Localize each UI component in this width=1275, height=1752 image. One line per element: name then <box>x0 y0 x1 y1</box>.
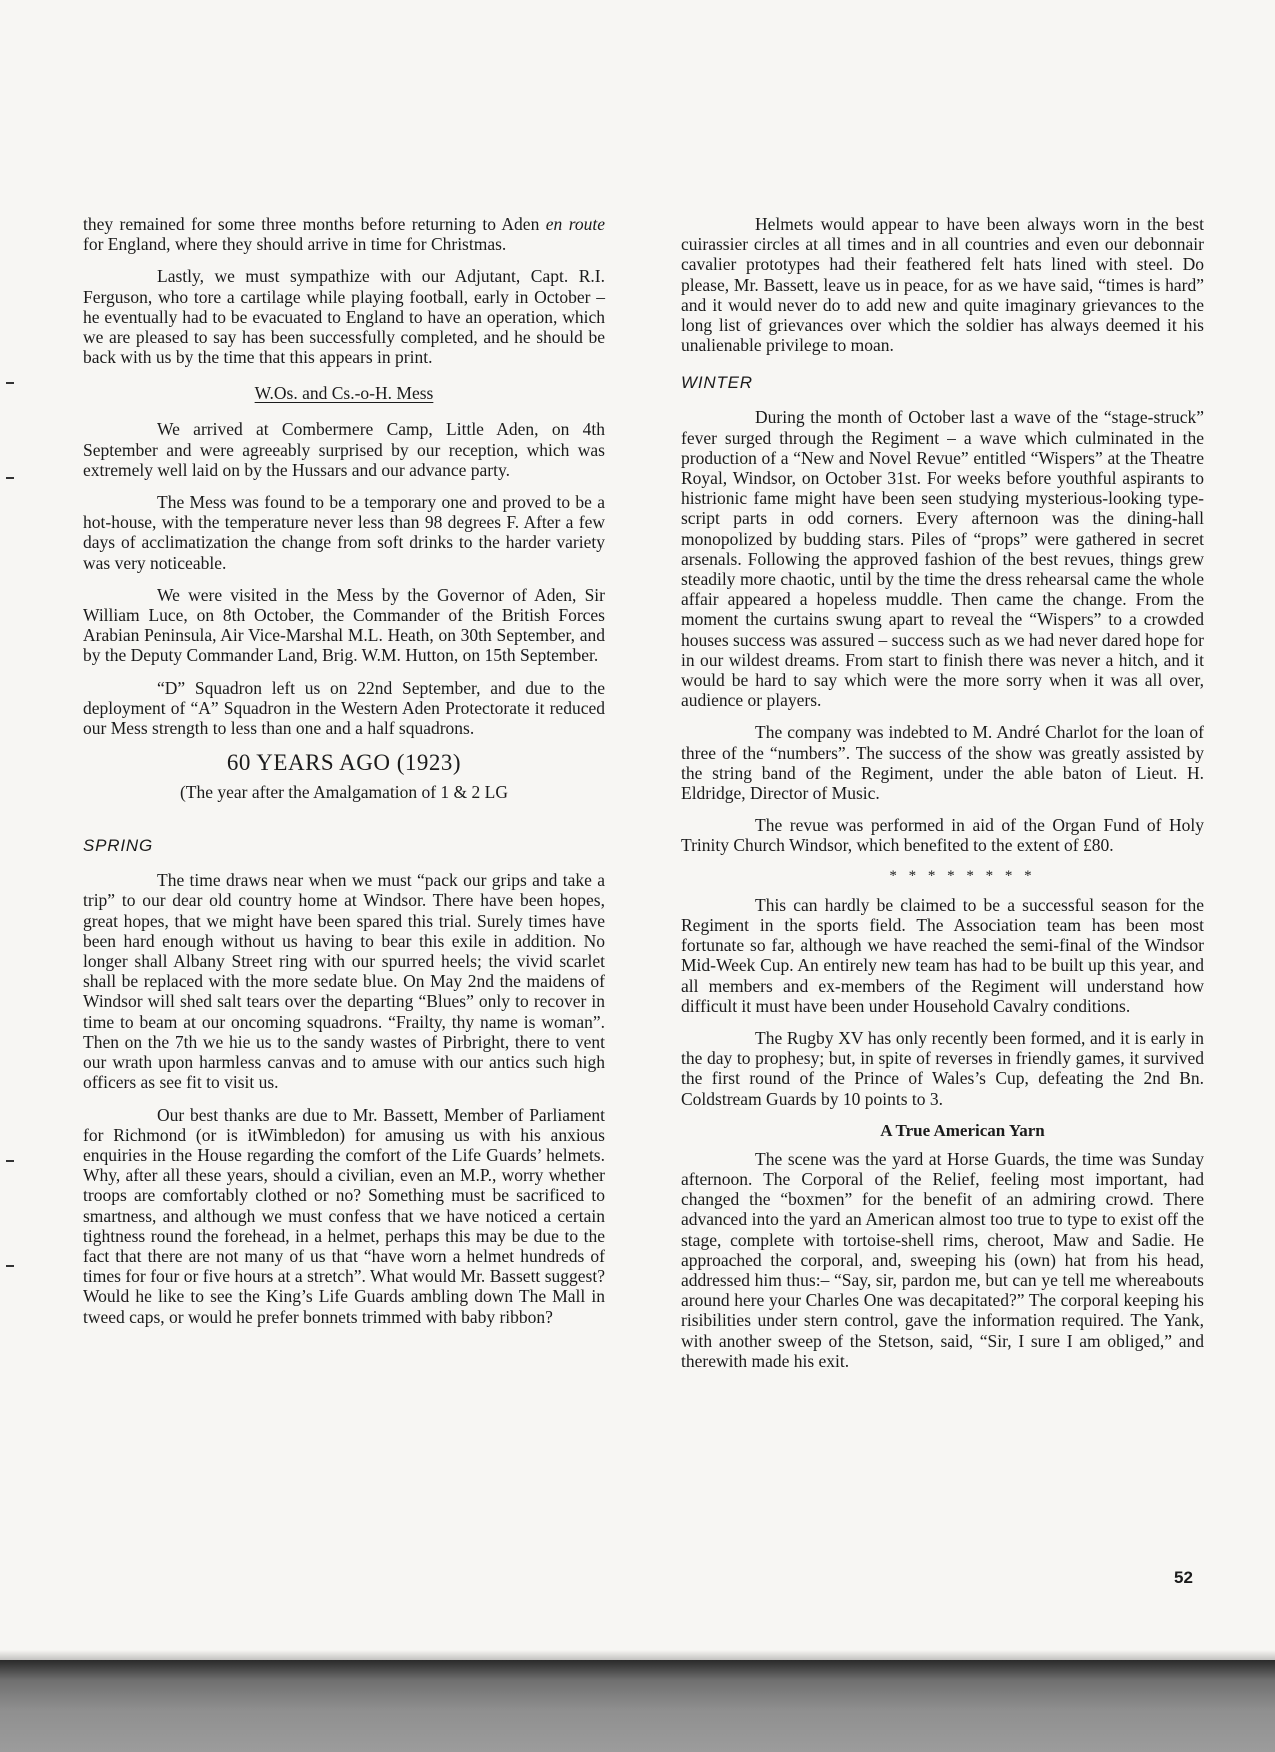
paragraph: they remained for some three months before returning to Aden en route for England, where they should arrive in time for Christmas. <box>83 214 606 255</box>
paragraph: The revue was performed in aid of the Organ Fund of Holy Trinity Church Windsor, which benefited to the extent of £80. <box>681 815 1204 856</box>
margin-mark <box>6 477 14 479</box>
scan-edge <box>0 1660 1275 1752</box>
section-heading: 60 YEARS AGO (1923) <box>226 750 462 776</box>
mess-heading: W.Os. and Cs.-o-H. Mess <box>254 383 434 404</box>
right-column <box>681 214 1204 1383</box>
paragraph: The scene was the yard at Horse Guards, the time was Sunday afternoon. The Corporal of the Relief, feeling most important, had changed the “boxmen” for the benefit of an admiring crowd. There advanced into the yard an American almost too true to type to exist off the stage, complete with tortoise-shell rims, cheroot, Maw and Sadie. He approached the corporal, and, sweeping his (own) hat from his head, addressed him thus:– “Say, sir, pardon me, but can ye tell me whereabouts around here your Charles One was decapitated?” The corporal keeping his risibilities under stern control, gave the information required. The Yank, with another sweep of the Stetson, said, “Sir, I sure I am obliged,” and therewith made his exit. <box>681 1148 1204 1371</box>
paragraph: The time draws near when we must “pack our grips and take a trip” to our dear old country home at Windsor. There have been hopes, great hopes, that we might have been spared this trial. Surely times have been hard enough without us having to bear this exile in addition. No longer shall Albany Street ring with our spurred heels; the vivid scarlet shall be replaced with the more sedate blue. On May 2nd the maidens of Windsor will shed salt tears over the departing “Blues” only to recover in time to beam at our oncoming squadrons. “Frailty, thy name is woman”. Then on the 7th we hie us to the sandy wastes of Pirbright, there to vent our wrath upon harmless canvas and to amuse with our antics such high officers as see fit to visit us. <box>83 870 605 1093</box>
section-divider: * * * * * * * * <box>889 867 1036 884</box>
paragraph: The company was indebted to M. André Charlot for the loan of three of the “numbers”. The success of the show was greatly assisted by the string band of the Regiment, under the able baton of Lieut. H. Eldridge, Director of Music. <box>681 722 1204 804</box>
paragraph: The Rugby XV has only recently been formed, and it is early in the day to prophesy; but, in spite of reverses in friendly games, it survived the first round of the Prince of Wales’s Cup, defeating the 2nd Bn. Coldstream Guards by 10 points to 3. <box>681 1027 1204 1109</box>
paragraph: The Mess was found to be a temporary one and proved to be a hot-house, with the temperature never less than 98 degrees F. After a few days of acclimatization the change from soft drinks to the harder variety was very noticeable. <box>83 492 605 573</box>
paragraph: This can hardly be claimed to be a successful season for the Regiment in the sports field. The Association team has been most fortunate so far, although we have reached the semi-final of the Windsor Mid-Week Cup. An entirely new team has had to be built up this year, and all members and ex-members of the Regiment will understand how difficult it must have been under Household Cavalry conditions. <box>681 894 1204 1016</box>
left-column <box>83 214 605 1339</box>
italic-phrase: en route <box>545 214 606 234</box>
paragraph: Helmets would appear to have been always worn in the best cuirassier circles at all times and in all countries and even our debonnair cavalier prototypes had their feathered felt hats lined with steel. Do please, Mr. Bassett, leave us in peace, for as we have said, “times is hard” and it would never do to add new and quite imaginary grievances to the long list of grievances over which the soldier has always deemed it his unalienable privilege to moan. <box>681 214 1204 356</box>
paragraph: We were visited in the Mess by the Governor of Aden, Sir William Luce, on 8th October, the Commander of the British Forces Arabian Peninsula, Air Vice-Marshal M.L. Heath, on 30th September, and by the Deputy Commander Land, Brig. W.M. Hutton, on 15th September. <box>83 584 605 666</box>
paragraph: Our best thanks are due to Mr. Bassett, Member of Parliament for Richmond (or is itWimbledon) for amusing us with his anxious enquiries in the House regarding the comfort of the Life Guards’ helmets. Why, after all these years, should a civilian, even an M.P., worry whether troops are comfortably clothed or no? Something must be sacrificed to smartness, and although we must confess that we have noticed a certain tightness round the forehead, in a helmet, perhaps this may be due to the fact that there are not many of us that “have worn a helmet hundreds of times for four or five hours at a stretch”. What would Mr. Bassett suggest? Would he like to see the King’s Life Guards ambling down The Mall in tweed caps, or would he prefer bonnets trimmed with baby ribbon? <box>83 1104 605 1327</box>
paragraph: Lastly, we must sympathize with our Adjutant, Capt. R.I. Ferguson, who tore a cartilage while playing football, early in October – he eventually had to be evacuated to England to have an operation, which we are pleased to say has been successfully completed, and he should be back with us by the time that this appears in print. <box>83 266 605 368</box>
spring-heading: SPRING <box>83 836 153 856</box>
paragraph: We arrived at Combermere Camp, Little Aden, on 4th September and were agreeably surprised by our reception, which was extremely well laid on by the Hussars and our advance party. <box>83 419 605 480</box>
winter-heading: WINTER <box>681 373 753 393</box>
margin-mark <box>6 1160 14 1162</box>
yarn-heading: A True American Yarn <box>880 1120 1045 1140</box>
margin-mark <box>6 382 14 384</box>
paragraph: During the month of October last a wave of the “stage-struck” fever surged through the Regiment – a wave which culminated in the production of a “New and Novel Revue” entitled “Wispers” at the Theatre Royal, Windsor, on October 31st. For weeks before youthful aspirants to histrionic fame might have been seen studying mysterious-looking type-script parts in odd corners. Every afternoon was the dining-hall monopolized by budding stars. Piles of “props” were gathered in secret arsenals. Following the approved fashion of the best revues, things grew steadily more chaotic, until by the time the dress rehearsal came the whole affair appeared a hopeless muddle. Then came the change. From the moment the curtains swung apart to reveal the “Wispers” to a crowded houses success was assured – success such as we had never dared hope for in our wildest dreams. From start to finish there was never a hitch, and it would be hard to say which were the more sorry when it was all over, audience or players. <box>681 407 1204 711</box>
margin-mark <box>6 1265 14 1267</box>
section-subheading: (The year after the Amalgamation of 1 & 2 LG <box>179 782 508 803</box>
page-number: 52 <box>1174 1568 1193 1587</box>
paragraph: “D” Squadron left us on 22nd September, and due to the deployment of “A” Squadron in the Western Aden Protectorate it reduced our Mess strength to less than one and a half squadrons. <box>83 677 605 739</box>
